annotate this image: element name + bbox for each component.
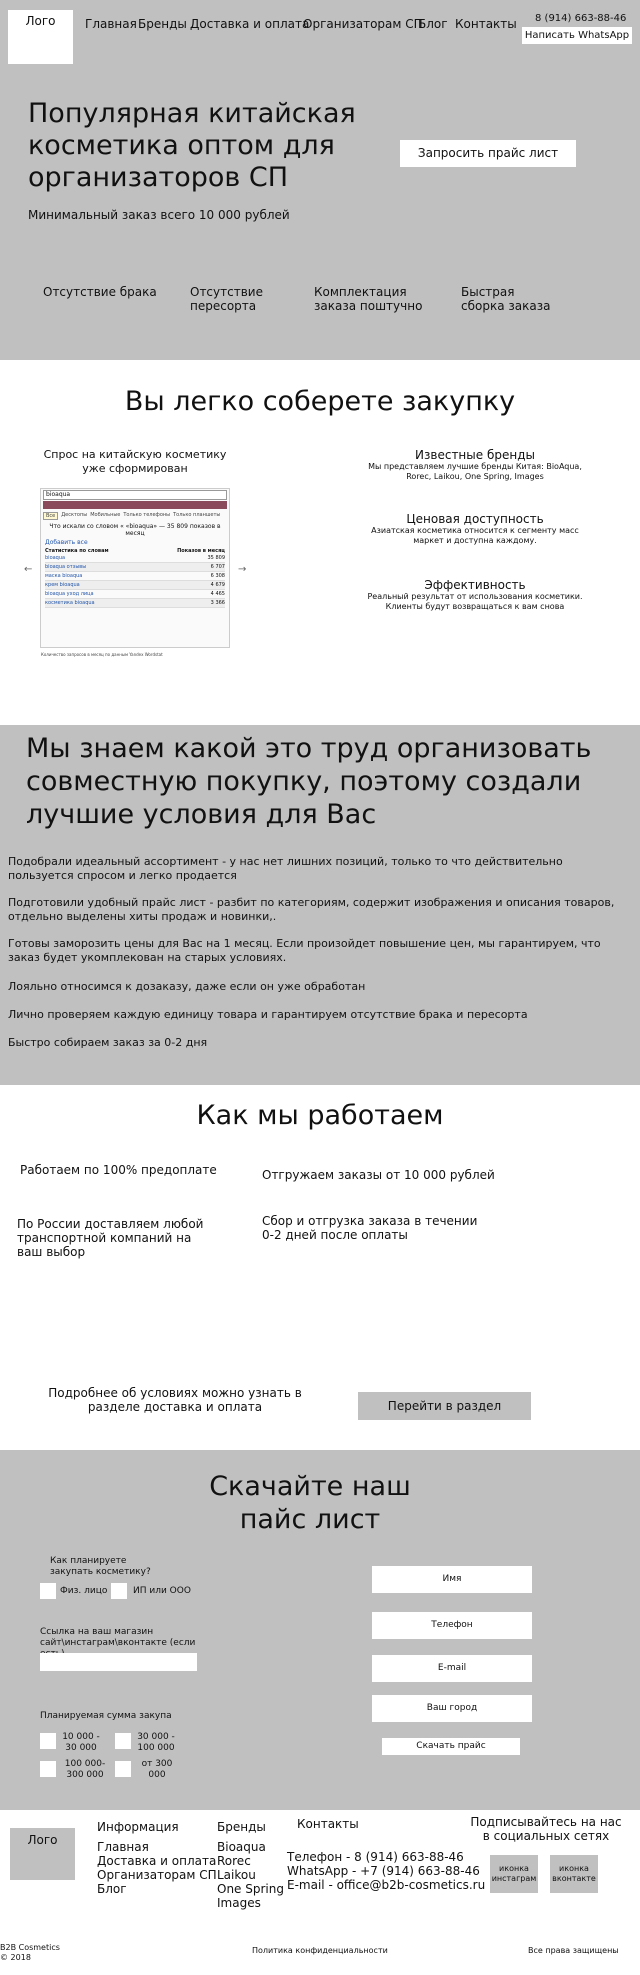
footer-brands-title: Бренды	[217, 1820, 266, 1834]
nav-blog[interactable]: Блог	[418, 17, 448, 31]
wordstat-count: 4 679	[210, 582, 225, 588]
how-item-prepayment: Работаем по 100% предоплате	[20, 1163, 217, 1177]
feature-price-title: Ценовая доступность	[406, 512, 544, 526]
wordstat-row	[45, 581, 225, 590]
all-rights: Все права защищены	[528, 1946, 619, 1955]
logo[interactable]: Лого	[8, 10, 73, 64]
wordstat-screenshot	[40, 488, 230, 657]
wordstat-tab: Только телефоны	[123, 512, 171, 518]
person-label: Физ. лицо	[60, 1586, 108, 1596]
go-to-section-button[interactable]: Перейти в раздел	[358, 1392, 531, 1420]
wordstat-keyword: крем bioaqua	[45, 582, 80, 588]
delivery-info-text: Подробнее об условиях можно узнать в разделе доставка и оплата	[48, 1386, 302, 1414]
wordstat-keyword: косметика bioaqua	[45, 600, 95, 606]
nav-brands[interactable]: Бренды	[138, 17, 187, 31]
wordstat-tab: Только планшеты	[173, 512, 221, 518]
sum-checkbox-1[interactable]	[40, 1733, 56, 1749]
email-field[interactable]: E-mail	[372, 1655, 532, 1682]
copyright: © 2018	[0, 1953, 31, 1962]
wordstat-row	[45, 572, 225, 581]
company-name: B2B Cosmetics	[0, 1943, 60, 1952]
advantage-no-missort: Отсутствие пересорта	[190, 285, 263, 313]
footer-logo[interactable]: Лого	[10, 1828, 75, 1880]
footer-brand-bioaqua[interactable]: Bioaqua	[217, 1840, 266, 1854]
advantage-no-defects: Отсутствие брака	[43, 285, 157, 299]
sum-option-3: 100 000- 300 000	[64, 1759, 106, 1780]
easy-section-title: Вы легко соберете закупку	[124, 386, 516, 417]
sum-option-4: от 300 000	[141, 1759, 173, 1780]
wordstat-summary: Что искали со словом « «bioaqua» — 35 809 показов в месяц	[49, 523, 221, 537]
privacy-policy-link[interactable]: Политика конфиденциальности	[252, 1946, 388, 1955]
condition-item: Готовы заморозить цены для Вас на 1 месяц. Если произойдет повышение цен, мы гарантируем, что заказ будет укомплекован на старых условиях.	[8, 937, 601, 964]
wordstat-count: 3 366	[210, 600, 225, 606]
advantage-piece-picking: Комплектация заказа поштучно	[314, 285, 423, 313]
download-price-button[interactable]: Скачать прайс	[382, 1738, 520, 1755]
arrow-left-icon[interactable]: ←	[24, 564, 33, 575]
footer-brand-onespring[interactable]: One Spring	[217, 1882, 284, 1896]
store-link-input[interactable]	[40, 1653, 197, 1671]
city-field[interactable]: Ваш город	[372, 1695, 532, 1722]
wordstat-keyword: bioaqua	[45, 555, 66, 561]
sum-checkbox-3[interactable]	[40, 1761, 56, 1777]
sum-checkbox-4[interactable]	[115, 1761, 131, 1777]
feature-brands-desc: Мы представляем лучшие бренды Китая: BioAqua, Rorec, Laikou, One Spring, Images	[368, 462, 582, 481]
condition-item: Лояльно относимся к дозаказу, даже если он уже обработан	[8, 980, 366, 993]
footer-link-main[interactable]: Главная	[97, 1840, 149, 1854]
footer-link-delivery[interactable]: Доставка и оплата	[97, 1854, 217, 1868]
download-title: Скачайте наш пайс лист	[209, 1471, 411, 1535]
footer-phone: Телефон - 8 (914) 663-88-46	[287, 1850, 464, 1864]
sum-checkbox-2[interactable]	[115, 1733, 131, 1749]
footer-contacts-title: Контакты	[297, 1817, 359, 1831]
wordstat-keyword: маска bioaqua	[45, 573, 83, 579]
wordstat-rows	[41, 554, 229, 608]
nav-contacts[interactable]: Контакты	[455, 17, 517, 31]
footer-link-organizers[interactable]: Организаторам СП	[97, 1868, 217, 1882]
condition-item: Лично проверяем каждую единицу товара и гарантируем отсутствие брака и пересорта	[8, 1008, 528, 1021]
name-field[interactable]: Имя	[372, 1566, 532, 1593]
wordstat-search: bioaqua	[43, 490, 227, 500]
person-checkbox[interactable]	[40, 1583, 56, 1599]
wordstat-footnote: Количество запросов в месяц по данным Yandex Wordstat	[41, 652, 163, 657]
footer-social-title: Подписывайтесь на нас в социальных сетях	[470, 1815, 622, 1843]
condition-item: Быстро собираем заказ за 0-2 дня	[8, 1036, 208, 1049]
vk-icon[interactable]: иконка вконтакте	[550, 1855, 598, 1893]
wordstat-add-all: Добавить все	[45, 539, 88, 546]
hero-title: Популярная китайская косметика оптом для организаторов СП	[28, 98, 356, 193]
wordstat-tabs	[43, 512, 227, 520]
footer-whatsapp: WhatsApp - +7 (914) 663-88-46	[287, 1864, 480, 1878]
whatsapp-button[interactable]: Написать WhatsApp	[522, 27, 632, 44]
nav-delivery[interactable]: Доставка и оплата	[190, 17, 310, 31]
wordstat-count: 6 707	[210, 564, 225, 570]
footer-email: E-mail - office@b2b-cosmetics.ru	[287, 1878, 486, 1892]
store-link-label: Ссылка на ваш магазин сайт\инстаграм\вконтакте (если	[40, 1627, 196, 1648]
company-label: ИП или ООО	[133, 1586, 191, 1596]
wordstat-tab: Все	[43, 512, 58, 520]
header-phone: 8 (914) 663-88-46	[535, 13, 627, 24]
wordstat-col-words: Статистика по словам	[45, 548, 109, 554]
how-item-assembly: Сбор и отгрузка заказа в течении 0-2 дней после оплаты	[262, 1214, 478, 1242]
footer-brand-laikou[interactable]: Laikou	[217, 1868, 256, 1882]
wordstat-keyword: bioaqua отзывы	[45, 564, 87, 570]
hero-subtitle: Минимальный заказ всего 10 000 рублей	[28, 208, 290, 222]
phone-field[interactable]: Телефон	[372, 1612, 532, 1639]
footer-info-title: Информация	[97, 1820, 179, 1834]
footer-brand-images[interactable]: Images	[217, 1896, 261, 1910]
sum-label: Планируемая сумма закупа	[40, 1711, 172, 1721]
wordstat-tab: Десктопы	[61, 512, 88, 518]
wordstat-keyword: bioaqua уход лица	[45, 591, 94, 597]
wordstat-row	[45, 563, 225, 572]
request-price-button[interactable]: Запросить прайс лист	[400, 140, 576, 167]
advantage-fast-assembly: Быстрая сборка заказа	[461, 285, 551, 313]
wordstat-count: 6 308	[210, 573, 225, 579]
wordstat-col-views: Показов в месяц	[177, 548, 225, 554]
arrow-right-icon[interactable]: →	[238, 564, 247, 575]
feature-effect-desc: Реальный результат от использования косметики. Клиенты будут возвращаться к вам снова	[367, 592, 583, 611]
wordstat-row	[45, 599, 225, 608]
wordstat-count: 35 809	[207, 555, 225, 561]
wordstat-tab: Мобильные	[90, 512, 121, 518]
demand-caption: Спрос на китайскую косметику уже сформирован	[43, 448, 227, 475]
how-item-min-order: Отгружаем заказы от 10 000 рублей	[262, 1168, 495, 1182]
wordstat-count: 4 465	[210, 591, 225, 597]
company-checkbox[interactable]	[111, 1583, 127, 1599]
purchase-type-label: Как планируете закупать косметику?	[50, 1556, 151, 1577]
instagram-icon[interactable]: иконка инстаграм	[490, 1855, 538, 1893]
how-item-delivery: По России доставляем любой транспортной компаний на ваш выбор	[17, 1217, 204, 1259]
sum-option-1: 10 000 - 30 000	[62, 1732, 100, 1753]
footer-brand-rorec[interactable]: Rorec	[217, 1854, 251, 1868]
feature-effect-title: Эффективность	[424, 578, 526, 592]
condition-item: Подобрали идеальный ассортимент - у нас нет лишних позиций, только то что действительно пользуется спросом и легко продается	[8, 855, 563, 882]
footer-link-blog[interactable]: Блог	[97, 1882, 127, 1896]
wordstat-row	[45, 554, 225, 563]
nav-main[interactable]: Главная	[85, 17, 137, 31]
feature-price-desc: Азиатская косметика относится к сегменту масс маркет и доступна каждому.	[371, 526, 579, 545]
wordstat-bar	[43, 501, 227, 509]
feature-brands-title: Известные бренды	[415, 448, 535, 462]
how-title: Как мы работаем	[196, 1100, 444, 1131]
sum-option-2: 30 000 - 100 000	[137, 1732, 175, 1753]
conditions-title: Мы знаем какой это труд организовать совместную покупку, поэтому создали лучшие условия для Вас	[26, 733, 592, 830]
nav-organizers[interactable]: Организаторам СП	[303, 17, 423, 31]
condition-item: Подготовили удобный прайс лист - разбит по категориям, содержит изображения и описания товаров, отдельно выделены хиты продаж и новинки,.	[8, 896, 615, 923]
wordstat-row	[45, 590, 225, 599]
